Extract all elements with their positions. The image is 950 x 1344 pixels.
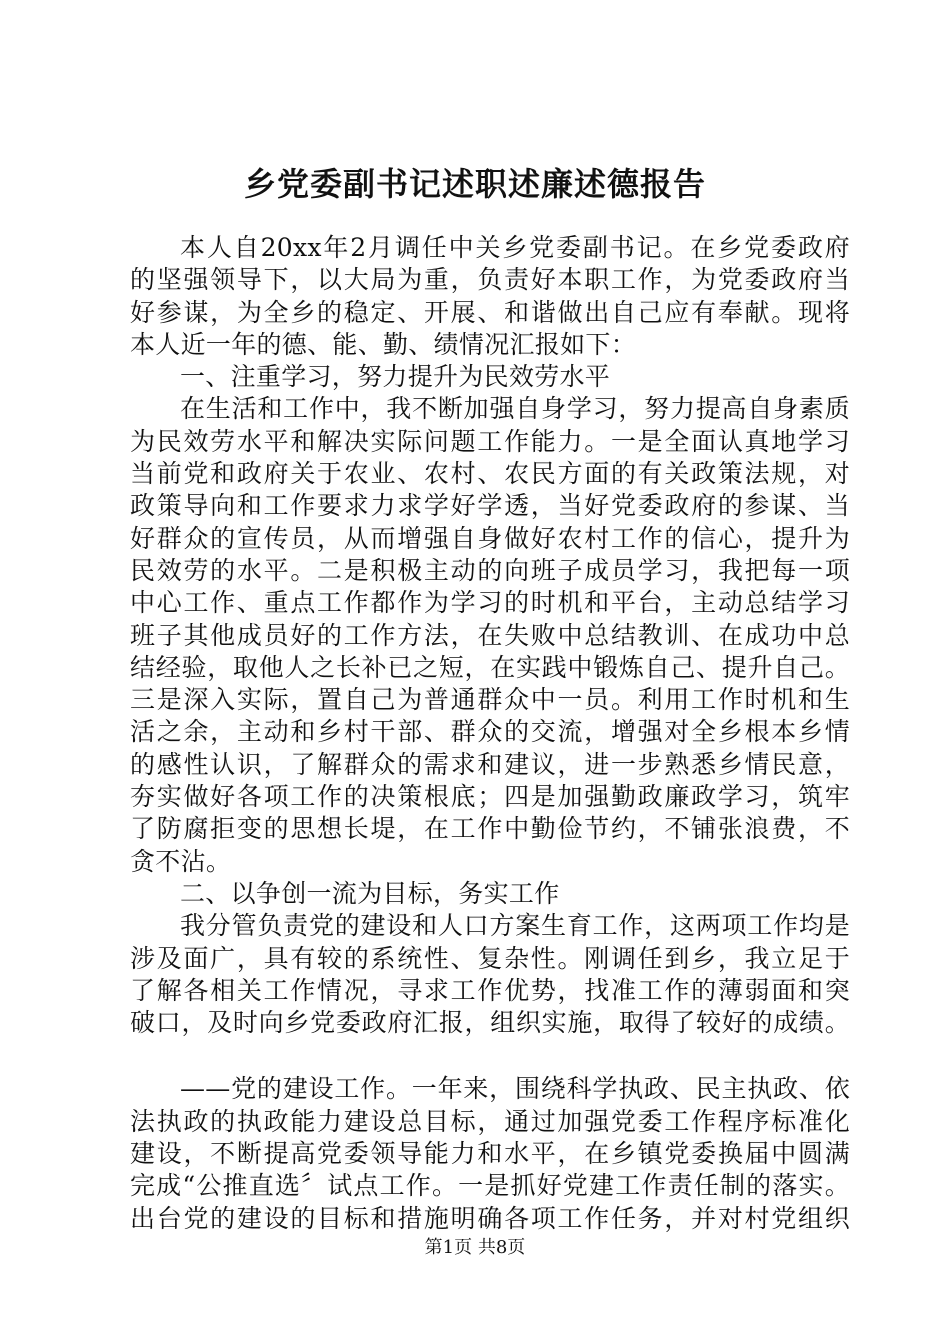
document-title: 乡党委副书记述职述廉述德报告 — [243, 165, 706, 203]
paragraph-line: 中心工作、重点工作都作为学习的时机和平台，主动总结学习 — [130, 588, 850, 618]
paragraph-line: 好群众的宣传员，从而增强自身做好农村工作的信心，提升为 — [130, 523, 850, 553]
section-heading: 二、以争创一流为目标，务实工作 — [180, 878, 560, 908]
paragraph-line: 结经验，取他人之长补已之短，在实践中锻炼自己、提升自己。 — [130, 652, 850, 682]
paragraph-line: 建设，不断提高党委领导能力和水平，在乡镇党委换届中圆满 — [130, 1139, 850, 1169]
paragraph-line: 的坚强领导下，以大局为重，负责好本职工作，为党委政府当 — [130, 265, 850, 295]
paragraph-line: 贪不沾。 — [130, 846, 232, 876]
paragraph-line: 本人近一年的德、能、勤、绩情况汇报如下： — [130, 329, 637, 359]
paragraph-line: 好参谋，为全乡的稳定、开展、和谐做出自己应有奉献。现将 — [130, 297, 850, 327]
paragraph-line: 在生活和工作中，我不断加强自身学习，努力提高自身素质 — [180, 394, 850, 424]
paragraph-line: 民效劳的水平。二是积极主动的向班子成员学习，我把每一项 — [130, 555, 850, 585]
paragraph-line: 破口，及时向乡党委政府汇报，组织实施，取得了较好的成绩。 — [130, 1008, 850, 1038]
paragraph-line: 本人自20xx年2月调任中关乡党委副书记。在乡党委政府 — [180, 233, 850, 262]
page-footer: 第1页 共8页 — [424, 1237, 526, 1258]
paragraph-line: 班子其他成员好的工作方法，在失败中总结教训、在成功中总 — [130, 620, 850, 650]
paragraph-line: 的感性认识，了解群众的需求和建议，进一步熟悉乡情民意， — [130, 749, 850, 779]
paragraph-line: 三是深入实际，置自己为普通群众中一员。利用工作时机和生 — [130, 685, 850, 715]
paragraph-line: ——党的建设工作。一年来，围绕科学执政、民主执政、依 — [180, 1074, 850, 1104]
paragraph-line: 当前党和政府关于农业、农村、农民方面的有关政策法规，对 — [130, 459, 850, 489]
paragraph-line: 为民效劳水平和解决实际问题工作能力。一是全面认真地学习 — [130, 426, 850, 456]
document-body — [130, 232, 850, 1235]
paragraph-line: 涉及面广，具有较的系统性、复杂性。刚调任到乡，我立足于 — [130, 943, 850, 973]
paragraph-line: 出台党的建设的目标和措施明确各项工作任务，并对村党组织 — [130, 1203, 850, 1233]
paragraph-line: 完成“公推直选〞试点工作。一是抓好党建工作责任制的落实。 — [130, 1171, 850, 1201]
paragraph-line: 了解各相关工作情况，寻求工作优势，找准工作的薄弱面和突 — [130, 975, 850, 1005]
paragraph-line: 了防腐拒变的思想长堤，在工作中勤俭节约，不铺张浪费，不 — [130, 814, 850, 844]
section-heading: 一、注重学习，努力提升为民效劳水平 — [180, 362, 611, 392]
paragraph-line: 法执政的执政能力建设总目标，通过加强党委工作程序标准化 — [130, 1106, 850, 1136]
paragraph-line: 活之余，主动和乡村干部、群众的交流，增强对全乡根本乡情 — [130, 717, 850, 747]
paragraph-line: 政策导向和工作要求力求学好学透，当好党委政府的参谋、当 — [130, 491, 850, 521]
paragraph-gap — [130, 1039, 850, 1073]
paragraph-line: 我分管负责党的建设和人口方案生育工作，这两项工作均是 — [180, 911, 850, 941]
paragraph-line: 夯实做好各项工作的决策根底；四是加强勤政廉政学习，筑牢 — [130, 782, 850, 812]
